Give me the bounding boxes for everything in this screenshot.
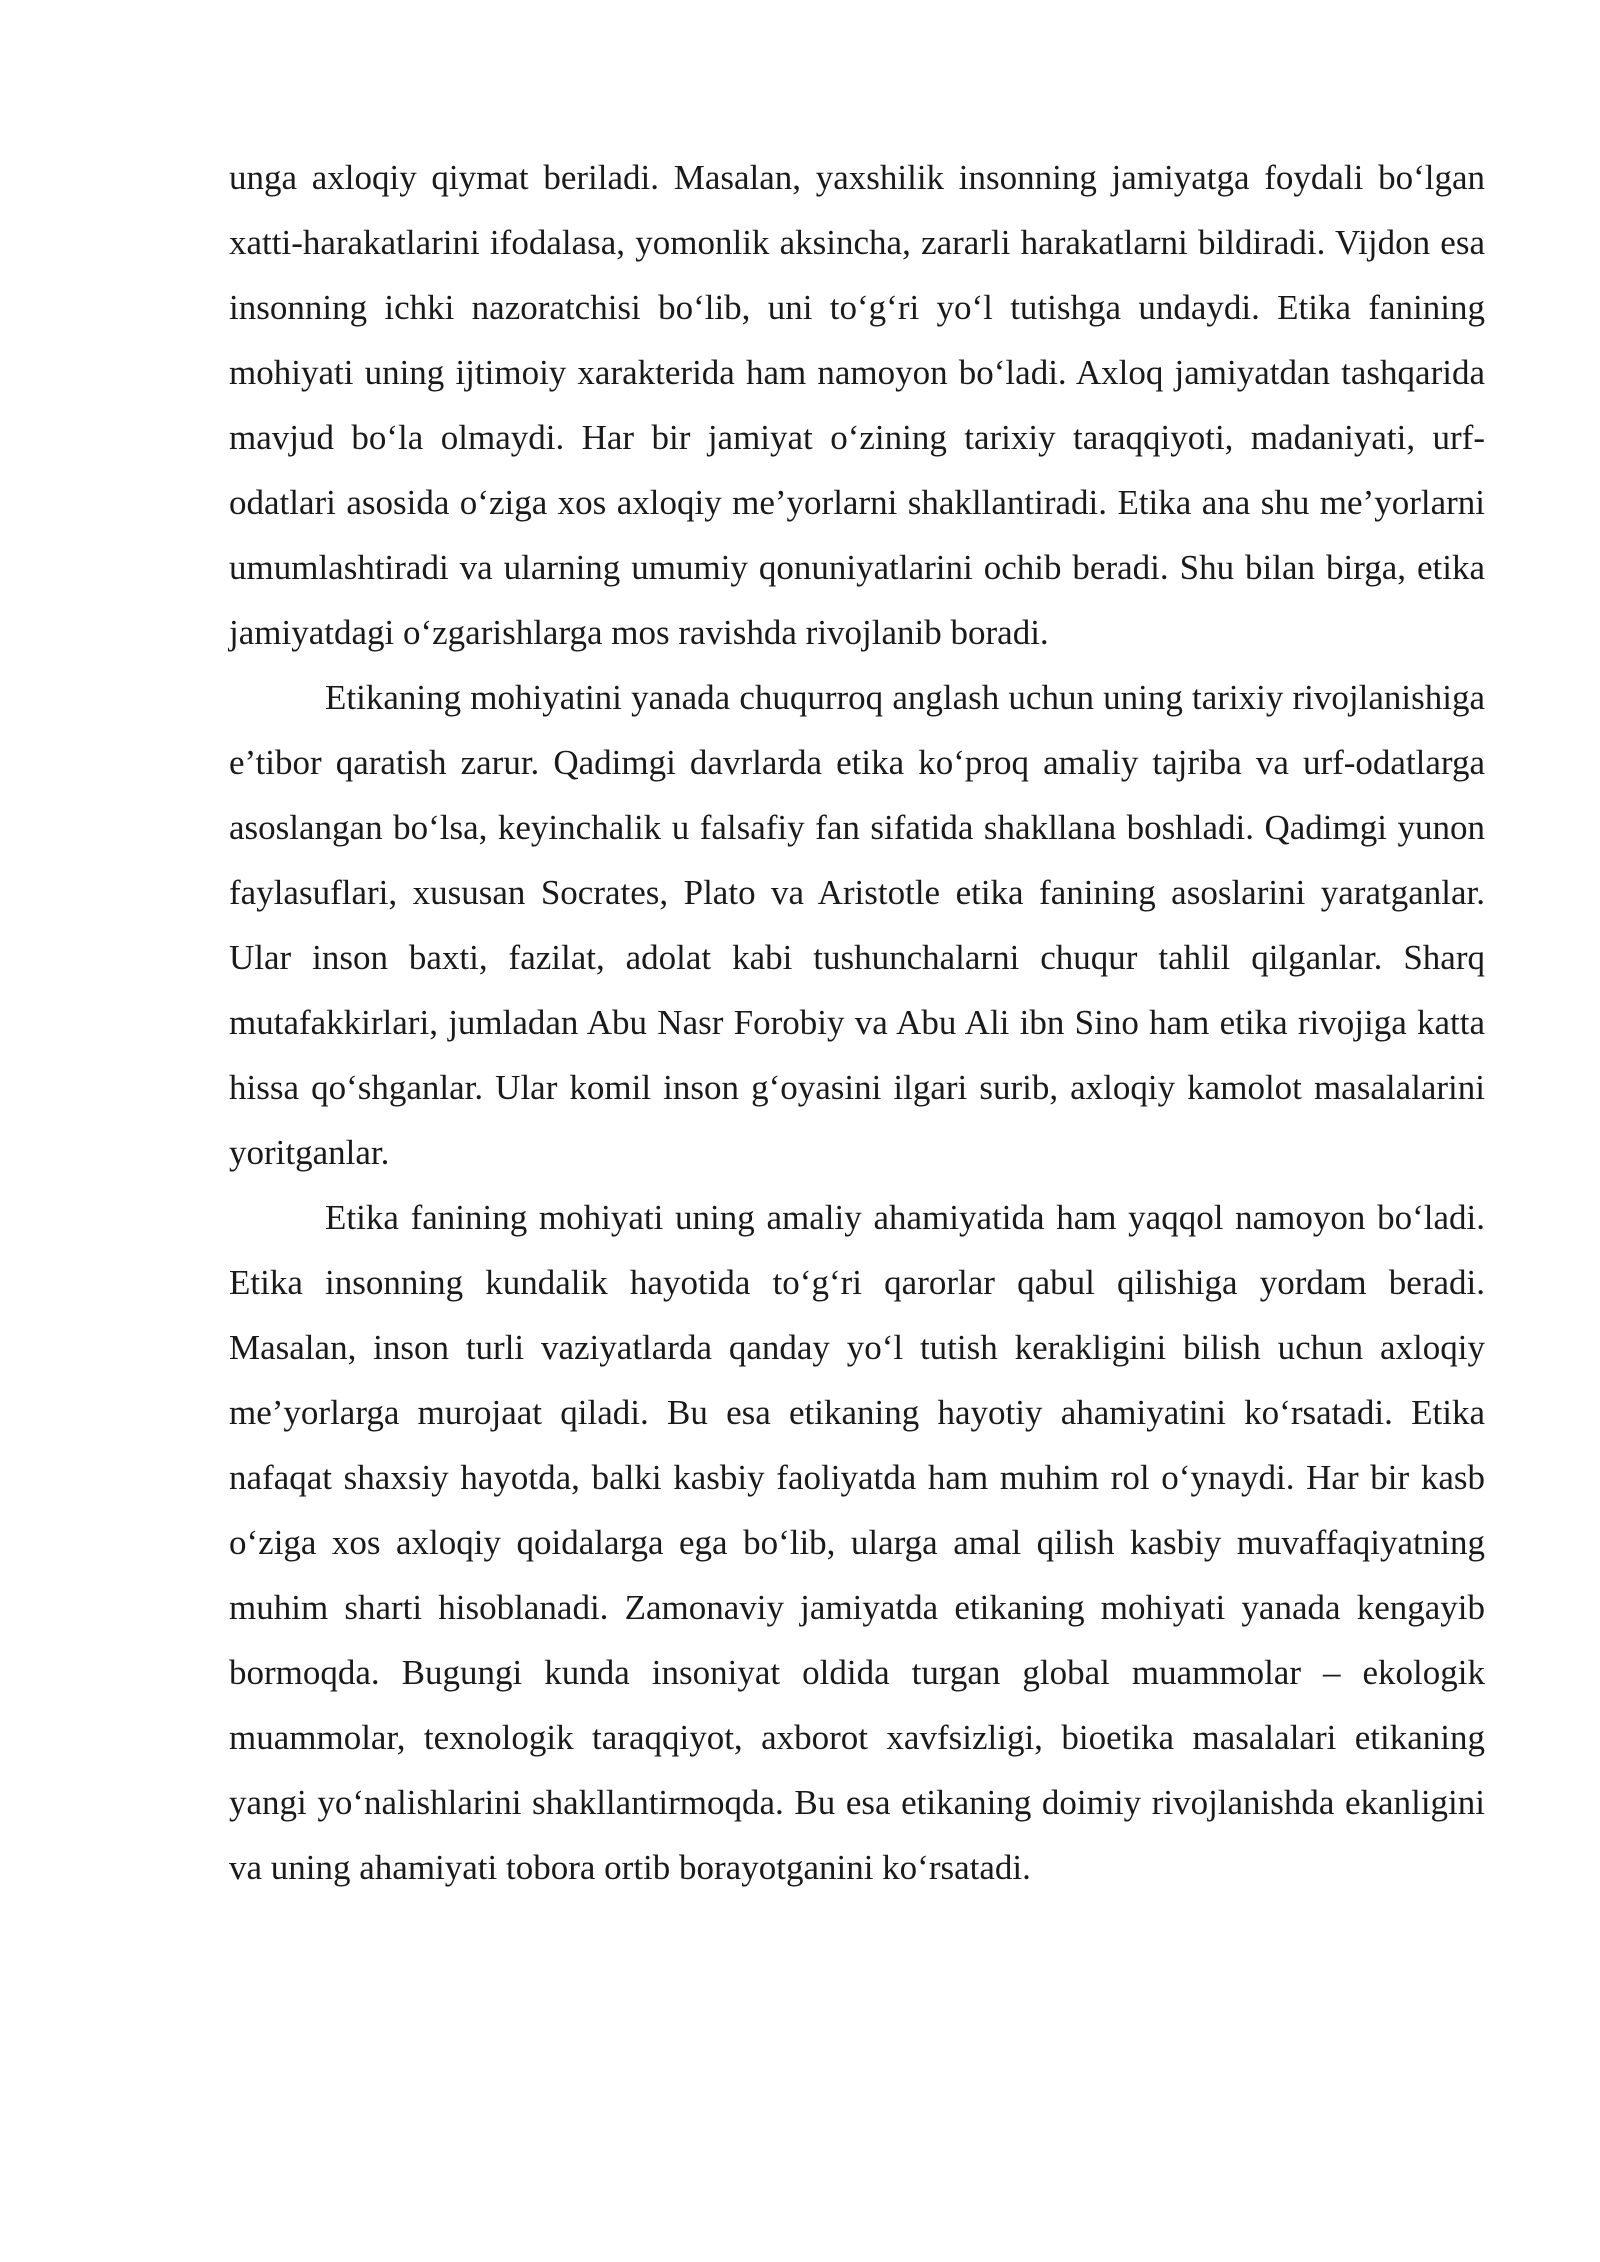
paragraph-practical-significance: Etika fanining mohiyati uning amaliy ahamiyatida ham yaqqol namoyon bo‘ladi. Etika insonning kundalik hayotida to‘g‘ri qarorlar qabul qilishiga yordam beradi. Masalan, inson turli vaziyatlarda qanday yo‘l tutish kerakligini bilish uchun axloqiy me’yorlarga murojaat qiladi. Bu esa etikaning hayotiy ahamiyatini ko‘rsatadi. Etika nafaqat shaxsiy hayotda, balki kasbiy faoliyatda ham muhim rol o‘ynaydi. Har bir kasb o‘ziga xos axloqiy qoidalarga ega bo‘lib, ularga amal qilish kasbiy muvaffaqiyatning muhim sharti hisoblanadi. Zamonaviy jamiyatda etikaning mohiyati yanada kengayib bormoqda. Bugungi kunda insoniyat oldida turgan global muammolar – ekologik muammolar, texnologik taraqqiyot, axborot xavfsizligi, bioetika masalalari etikaning yangi yo‘nalishlarini shakllantirmoqda. Bu esa etikaning doimiy rivojlanishda ekanligini va uning ahamiyati tobora ortib borayotganini ko‘rsatadi. (229, 1198, 1485, 1887)
document-body (229, 145, 1485, 1900)
paragraph-continuation: unga axloqiy qiymat beriladi. Masalan, yaxshilik insonning jamiyatga foydali bo‘lgan xatti-harakatlarini ifodalasa, yomonlik aksincha, zararli harakatlarni bildiradi. Vijdon esa insonning ichki nazoratchisi bo‘lib, uni to‘g‘ri yo‘l tutishga undaydi. Etika fanining mohiyati uning ijtimoiy xarakterida ham namoyon bo‘ladi. Axloq jamiyatdan tashqarida mavjud bo‘la olmaydi. Har bir jamiyat o‘zining tarixiy taraqqiyoti, madaniyati, urf-odatlari asosida o‘ziga xos axloqiy me’yorlarni shakllantiradi. Etika ana shu me’yorlarni umumlashtiradi va ularning umumiy qonuniyatlarini ochib beradi. Shu bilan birga, etika jamiyatdagi o‘zgarishlarga mos ravishda rivojlanib boradi. (229, 158, 1485, 652)
paragraph-history: Etikaning mohiyatini yanada chuqurroq anglash uchun uning tarixiy rivojlanishiga e’tibor qaratish zarur. Qadimgi davrlarda etika ko‘proq amaliy tajriba va urf-odatlarga asoslangan bo‘lsa, keyinchalik u falsafiy fan sifatida shakllana boshladi. Qadimgi yunon faylasuflari, xususan Socrates, Plato va Aristotle etika fanining asoslarini yaratganlar. Ular inson baxti, fazilat, adolat kabi tushunchalarni chuqur tahlil qilganlar. Sharq mutafakkirlari, jumladan Abu Nasr Forobiy va Abu Ali ibn Sino ham etika rivojiga katta hissa qo‘shganlar. Ular komil inson g‘oyasini ilgari surib, axloqiy kamolot masalalarini yoritganlar. (229, 678, 1485, 1172)
